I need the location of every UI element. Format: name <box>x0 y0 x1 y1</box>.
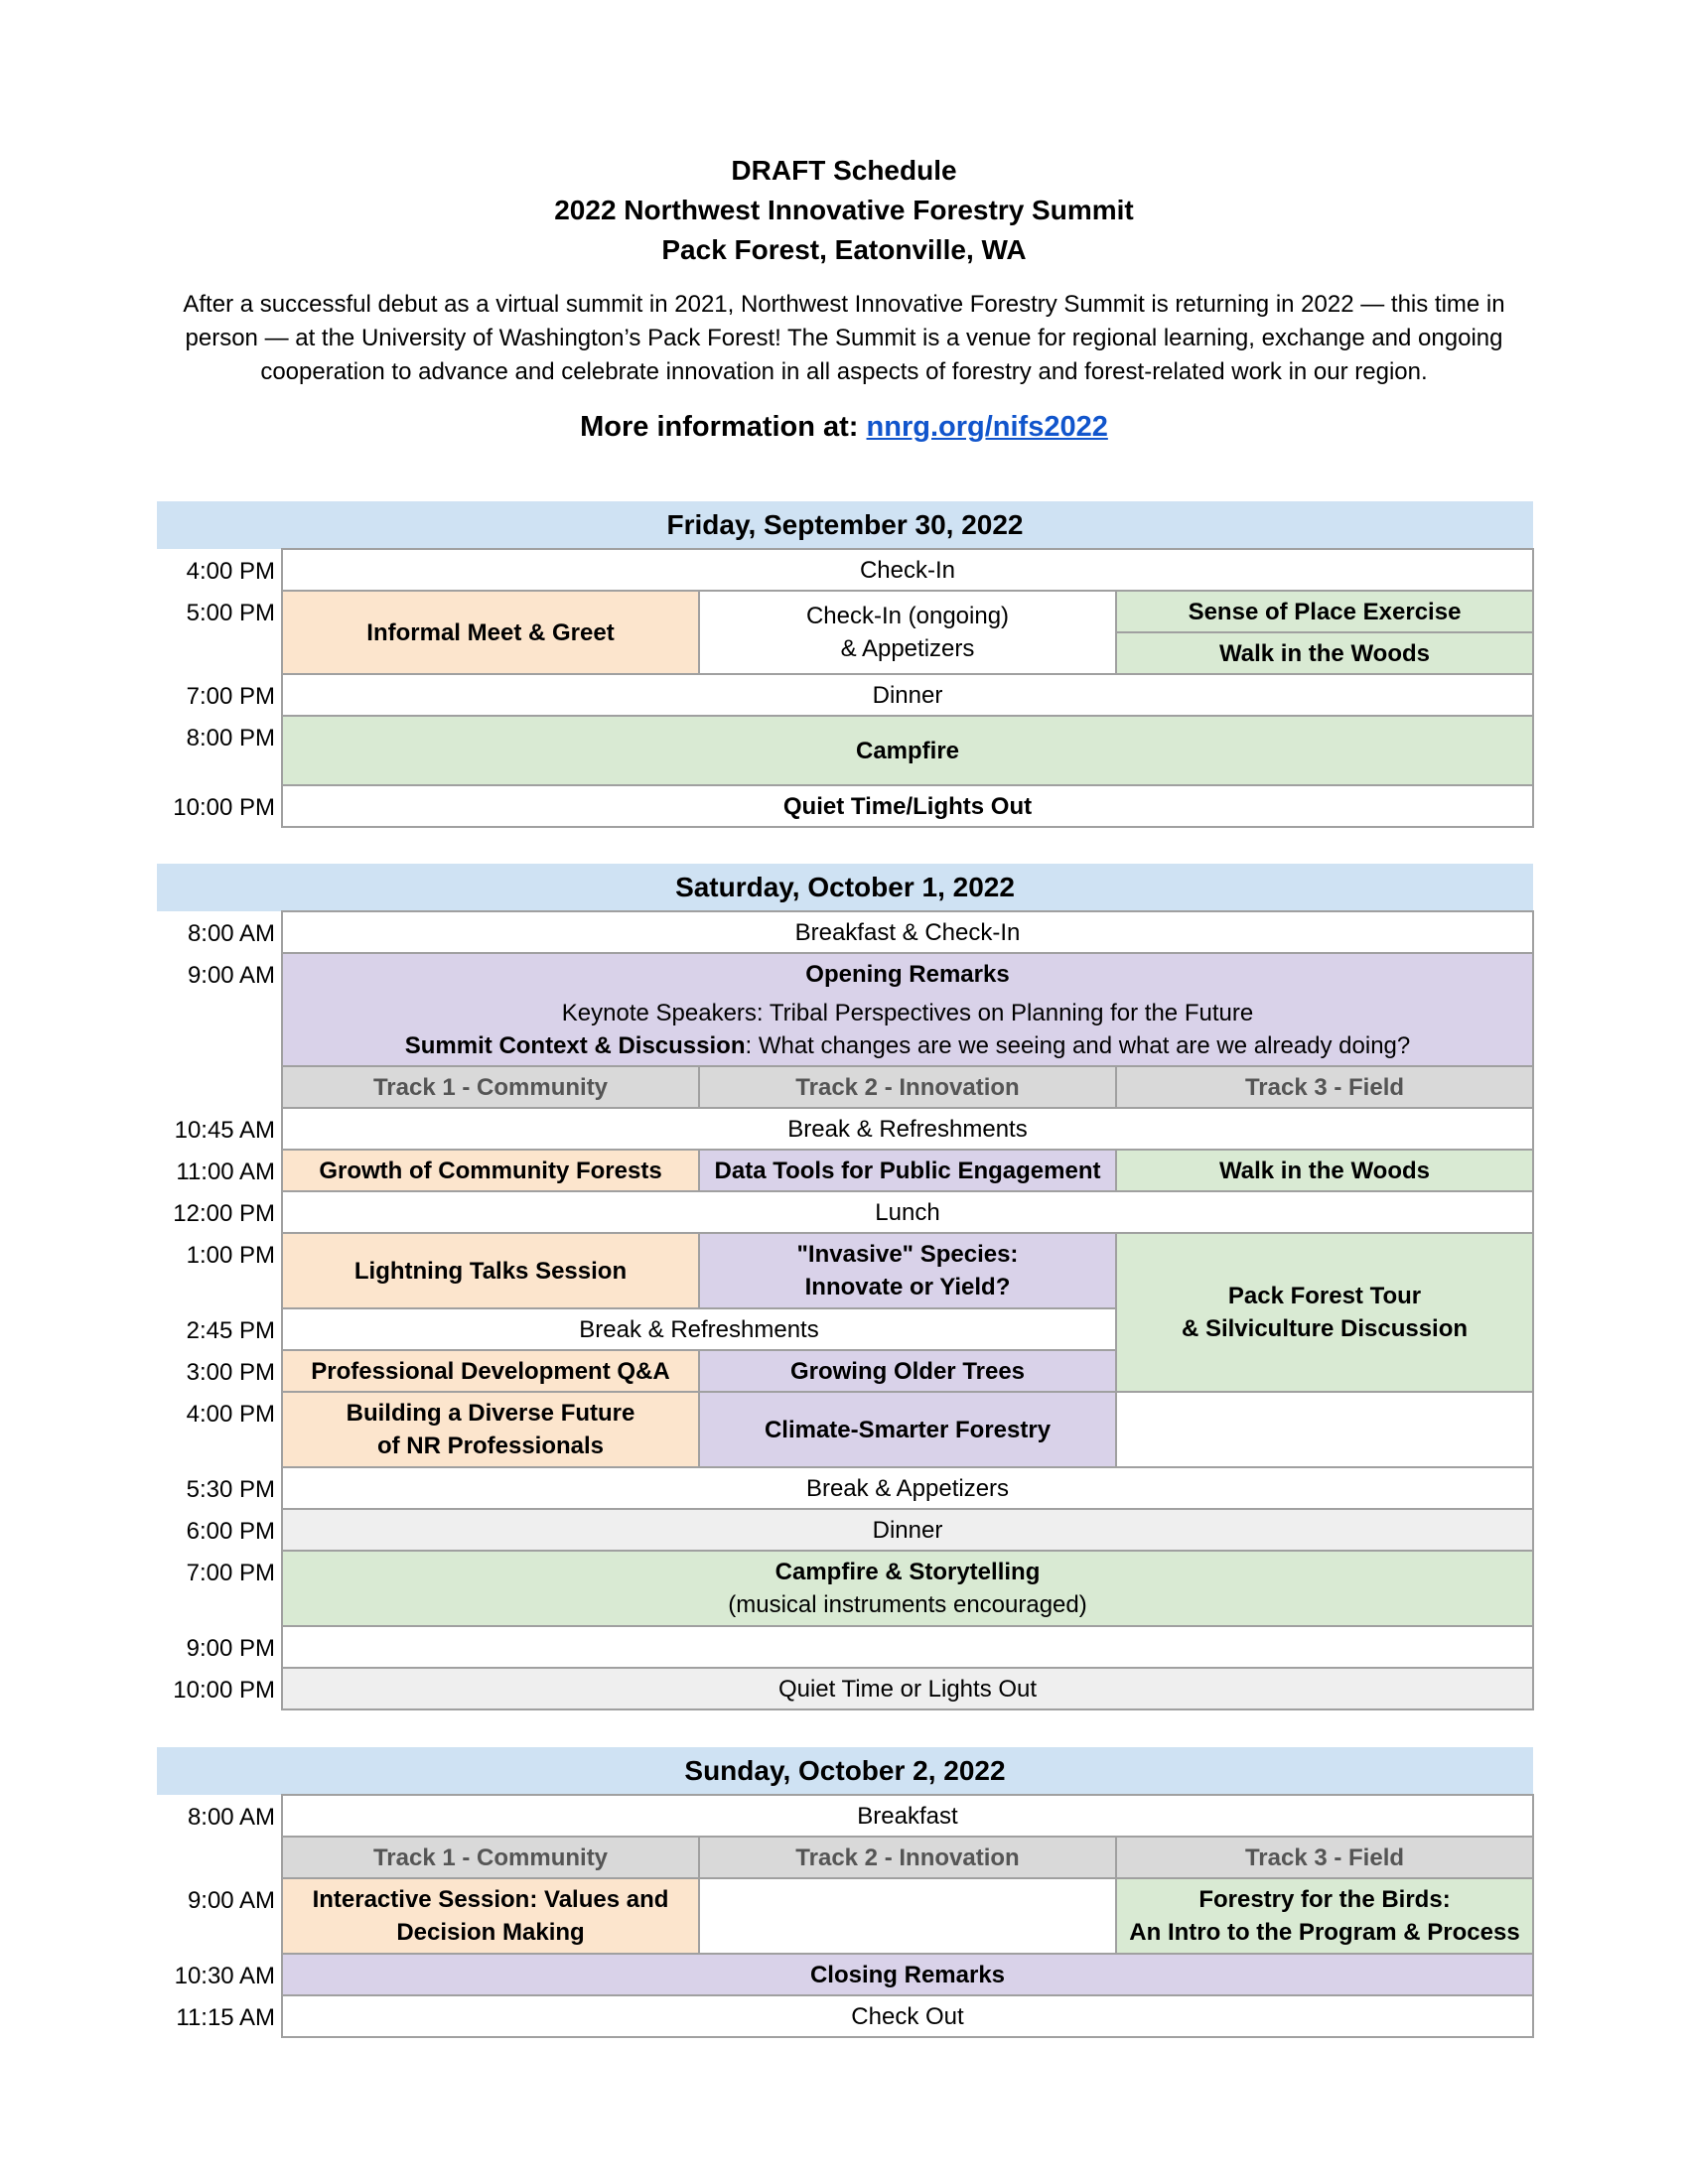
summit-context <box>283 1029 1532 1062</box>
session-interactive: Interactive Session: Values and Decision Making <box>282 1878 699 1954</box>
session-diverse-future: Building a Diverse Future of NR Professionals <box>282 1392 699 1467</box>
session-walk-woods: Walk in the Woods <box>1116 1150 1533 1191</box>
friday-schedule <box>157 501 1534 828</box>
session-breakfast: Breakfast <box>282 1795 1533 1837</box>
time-label: 9:00 PM <box>186 1635 275 1662</box>
friday-heading: Friday, September 30, 2022 <box>157 501 1533 549</box>
session-checkin: Check-In <box>282 549 1533 591</box>
time-label: 3:00 PM <box>186 1359 275 1386</box>
empty-cell <box>699 1878 1116 1954</box>
time-label: 6:00 PM <box>186 1518 275 1545</box>
session-break-appetizers: Break & Appetizers <box>282 1467 1533 1509</box>
event-name: 2022 Northwest Innovative Forestry Summit <box>554 195 1134 225</box>
time-label: 8:00 PM <box>186 725 275 751</box>
track-header-innovation: Track 2 - Innovation <box>699 1066 1116 1108</box>
summit-context-text: : What changes are we seeing and what are we already doing? <box>745 1031 1411 1059</box>
document-title: DRAFT Schedule <box>731 155 957 186</box>
session-professional-development: Professional Development Q&A <box>282 1350 699 1392</box>
session-forestry-birds: Forestry for the Birds: An Intro to the Program & Process <box>1116 1878 1533 1954</box>
sunday-schedule <box>157 1747 1534 2038</box>
time-label: 4:00 PM <box>186 1401 275 1428</box>
session-campfire: Campfire <box>282 716 1533 785</box>
time-label: 7:00 PM <box>186 1560 275 1586</box>
time-label: 10:30 AM <box>174 1963 275 1989</box>
track-header-field: Track 3 - Field <box>1116 1837 1533 1878</box>
session-invasive-species: "Invasive" Species: Innovate or Yield? <box>699 1233 1116 1308</box>
session-quiet-time: Quiet Time or Lights Out <box>282 1668 1533 1709</box>
more-info-link[interactable]: nnrg.org/nifs2022 <box>866 411 1108 443</box>
session-community-forests: Growth of Community Forests <box>282 1150 699 1191</box>
opening-remarks: Opening Remarks <box>805 960 1010 988</box>
session-dinner: Dinner <box>282 1509 1533 1551</box>
session-closing: Closing Remarks <box>282 1954 1533 1995</box>
time-label: 5:00 PM <box>186 600 275 626</box>
saturday-schedule <box>157 864 1534 1710</box>
time-label: 10:00 PM <box>173 1677 275 1704</box>
empty-cell <box>282 1626 1533 1668</box>
time-label: 8:00 AM <box>187 1804 275 1831</box>
time-label: 5:30 PM <box>186 1476 275 1503</box>
time-label: 9:00 AM <box>187 962 275 989</box>
time-label: 2:45 PM <box>186 1317 275 1344</box>
track-header-community: Track 1 - Community <box>282 1837 699 1878</box>
time-label: 4:00 PM <box>186 558 275 585</box>
time-spacer <box>157 1837 282 1878</box>
time-label: 9:00 AM <box>187 1887 275 1914</box>
more-info-label: More information at: <box>580 411 867 443</box>
session-dinner: Dinner <box>282 674 1533 716</box>
campfire-title: Campfire & Storytelling <box>774 1559 1041 1585</box>
empty-cell <box>1116 1392 1533 1467</box>
time-spacer <box>157 1066 282 1108</box>
summit-context-title: Summit Context & Discussion <box>404 1031 746 1059</box>
track-header-community: Track 1 - Community <box>282 1066 699 1108</box>
session-opening <box>282 953 1533 1066</box>
session-lightning-talks: Lightning Talks Session <box>282 1233 699 1308</box>
campfire-note: (musical instruments encouraged) <box>728 1591 1087 1618</box>
document-header <box>149 151 1539 447</box>
session-quiet-time: Quiet Time/Lights Out <box>282 785 1533 827</box>
session-break: Break & Refreshments <box>282 1108 1533 1150</box>
track-header-innovation: Track 2 - Innovation <box>699 1837 1116 1878</box>
session-data-tools: Data Tools for Public Engagement <box>699 1150 1116 1191</box>
session-meet-greet: Informal Meet & Greet <box>282 591 699 674</box>
time-label: 8:00 AM <box>187 920 275 947</box>
session-sense-of-place: Sense of Place Exercise <box>1116 591 1533 632</box>
session-older-trees: Growing Older Trees <box>699 1350 1116 1392</box>
intro-paragraph: After a successful debut as a virtual summit in 2021, Northwest Innovative Forestry Summit is returning in 2022 — this time in person — at the University of Washington’s Pack Forest! The Summit is a venue for regional learning, exchange and ongoing cooperation to advance and celebrate innovation in all aspects of forestry and forest-related work in our region. <box>183 291 1505 385</box>
time-label: 11:15 AM <box>176 2004 275 2031</box>
time-label: 10:45 AM <box>174 1117 275 1144</box>
saturday-heading: Saturday, October 1, 2022 <box>157 864 1533 911</box>
time-label: 7:00 PM <box>186 683 275 710</box>
time-label: 10:00 PM <box>173 794 275 821</box>
session-break: Break & Refreshments <box>282 1308 1116 1350</box>
session-checkin-appetizers: Check-In (ongoing) & Appetizers <box>699 591 1116 674</box>
time-label: 11:00 AM <box>176 1159 275 1185</box>
session-lunch: Lunch <box>282 1191 1533 1233</box>
session-campfire-storytelling <box>282 1551 1533 1626</box>
sunday-heading: Sunday, October 2, 2022 <box>157 1747 1533 1795</box>
time-label: 12:00 PM <box>173 1200 275 1227</box>
session-checkout: Check Out <box>282 1995 1533 2037</box>
track-header-field: Track 3 - Field <box>1116 1066 1533 1108</box>
session-climate-smarter: Climate-Smarter Forestry <box>699 1392 1116 1467</box>
event-location: Pack Forest, Eatonville, WA <box>661 234 1027 265</box>
session-pack-forest-tour: Pack Forest Tour & Silviculture Discussion <box>1116 1233 1533 1392</box>
time-label: 1:00 PM <box>186 1242 275 1269</box>
more-info <box>149 407 1539 447</box>
session-breakfast: Breakfast & Check-In <box>282 911 1533 953</box>
session-walk-woods: Walk in the Woods <box>1116 632 1533 674</box>
keynote-speakers: Keynote Speakers: Tribal Perspectives on Planning for the Future <box>561 999 1254 1026</box>
